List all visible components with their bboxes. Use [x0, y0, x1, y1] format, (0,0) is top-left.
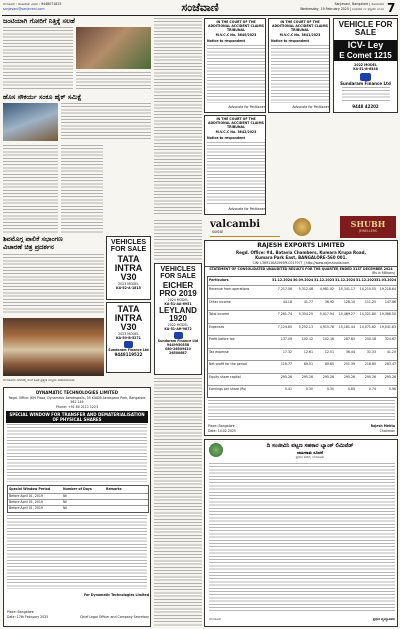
vehicle-ad-model-2: E Comet 1215	[334, 51, 397, 61]
vehicle-ad-tata-1	[106, 236, 151, 300]
rajesh-cin: CIN: L36911KA1995PLC017077 | http://www.rajeshindia.com	[252, 261, 350, 265]
vehicle-ad-model: INTRA	[114, 263, 143, 273]
left-headline-3: ಶಿವಮೊಗ್ಗ ಪಾಲಿಕೆ ಸಭಾಂಗಣ	[3, 235, 63, 243]
vehicle-ad-brand: EICHER	[162, 281, 194, 290]
table-cell: 4,981.02	[319, 287, 334, 291]
table-cell: 0.41	[284, 387, 292, 391]
vehicle-ad-tata-2	[106, 302, 151, 373]
court-notice-case: M.V.C.C No. 3640/2023	[215, 33, 257, 37]
vehicle-ad-dealer: Sundaram Finance Ltd	[108, 348, 149, 352]
court-notice-title: IN THE COURT OF THE ADDITIONAL ACCIDENT CLAIMS TRIBUNAL	[208, 117, 264, 129]
masthead-logo: ಸಂಜೆವಾಣಿ	[181, 1, 219, 14]
table-cell: 14,321.80	[359, 312, 376, 316]
vehicle-ad-reg: KA-50-B-5271	[116, 336, 141, 340]
table-cell: 102.12	[301, 337, 313, 341]
vehicle-ad-model-2: 1920	[169, 314, 187, 323]
group-photo	[3, 318, 104, 376]
table-col-header: 31.03.2024	[376, 278, 397, 282]
notice-text	[342, 87, 390, 101]
table-cell: 5,312.48	[298, 287, 313, 291]
shubh-logo	[340, 216, 396, 238]
vehicle-ad-phone: 080-26509410	[165, 347, 191, 351]
vehicle-ad-reg-2: KA-51-AH-9872	[164, 327, 192, 331]
court-notice-body: Notice to respondent	[271, 39, 310, 43]
shubh-sub: JEWELLERS	[359, 229, 377, 233]
rajesh-address-2: Kumara Park East, BANGALORE-560 001.	[255, 255, 347, 260]
table-col-header: 31.12.2024	[335, 278, 356, 282]
table-cell: Nil	[63, 500, 68, 504]
table-cell: 295.26	[384, 374, 396, 379]
left-headline-2: ಹೊಸ ಸೌಕರ್ಯ ಸಂಕೂ ಹೈಕ್ ಸಮಿಕ್ಷೆ	[3, 93, 82, 101]
table-cell: 218.85	[364, 362, 376, 366]
photo-caption: ಬೆಂಗಳೂರಿನ ನಗರದಲ್ಲಿ ಸಂಜೆ ಕೂಟೆ ಪ್ರತ್ಯೇಕ ಸಂಭ್ರಮ ಆಚರಿಸಲಾಯಿತು	[3, 378, 75, 382]
article-photo	[76, 27, 151, 69]
table-cell: 17.32	[282, 349, 292, 354]
bank-notice-title-3: ಪ್ರಧಾನ ಕಚೇರಿ, ಬೆಂಗಳೂರು	[295, 455, 325, 459]
dynamatic-phone: Phone: +91 80 2111 1223	[55, 405, 98, 409]
article-text	[154, 220, 202, 260]
court-notice	[204, 18, 266, 113]
valcambi-wordmark: valcambi	[210, 219, 261, 230]
court-notice-body: Notice to respondent	[207, 136, 246, 140]
vehicle-ad-model: PRO 2019	[159, 289, 197, 298]
vehicle-ad-year: 2024 MODEL	[167, 298, 189, 302]
article-text	[154, 18, 202, 216]
court-notice-title: IN THE COURT OF THE ADDITIONAL ACCIDENT CLAIMS TRIBUNAL	[272, 20, 328, 32]
table-cell: 12.61	[303, 349, 313, 354]
table-cell: Before April 01, 2019	[9, 506, 43, 510]
table-cell: 89.51	[303, 362, 313, 366]
table-cell: 0.85	[347, 387, 355, 391]
court-notice-body: Notice to respondent	[207, 39, 246, 43]
table-cell: 7,217.56	[277, 287, 292, 291]
table-cell: 295.26	[301, 374, 313, 379]
table-cell: 295.26	[322, 374, 334, 379]
table-cell: 5,017.94	[319, 312, 334, 316]
table-row	[208, 373, 397, 386]
table-row	[208, 360, 397, 373]
vehicle-ad-brand-2: LEYLAND	[159, 306, 197, 315]
table-row	[208, 285, 397, 298]
dynamatic-notice-title: SPECIAL WINDOW FOR TRANSFER AND DEMATERIALISATION OF PHYSICAL SHARES	[6, 411, 148, 423]
table-row-label: Tax expense	[209, 349, 229, 354]
notice-text	[209, 463, 395, 613]
table-row-label: Earnings per share (Rs)	[209, 387, 247, 391]
table-cell: 44.18	[282, 299, 292, 304]
table-row	[208, 348, 397, 361]
vehicle-ad-phone: 9448 42202	[352, 104, 379, 109]
vehicle-ad-reg: KA-52-A-1815	[116, 286, 141, 290]
table-cell: 251.39	[343, 362, 355, 366]
table-cell: 36.92	[324, 299, 334, 304]
vehicle-ad-variant: V30	[120, 272, 137, 282]
table-cell: 31.33	[366, 349, 376, 354]
table-cell: 89.65	[324, 362, 334, 366]
table-cell: 0.30	[305, 387, 313, 391]
dynamatic-table	[7, 485, 149, 513]
article-text	[76, 72, 151, 91]
table-cell: 111.25	[364, 299, 376, 304]
article-text	[61, 103, 151, 141]
rajesh-designation: Chairman	[379, 429, 395, 433]
article-photo	[3, 103, 58, 141]
dynamatic-notice	[3, 387, 151, 627]
table-col-header: 31.12.2024	[272, 278, 293, 282]
table-cell: 7,261.74	[277, 312, 292, 316]
rajesh-exports-results	[204, 240, 398, 436]
table-cell: 14,071.62	[359, 324, 376, 329]
vehicle-ad-year: 2023 MODEL	[118, 282, 139, 286]
masthead-right-line2: Wednesday, 19 February 2025 | ಬುಧವಾರ ೧೯ ಫೆಬ್ರವರಿ ೨೦೨೫	[300, 7, 384, 11]
table-col-header: 30.09.2024	[293, 278, 314, 282]
table-row	[208, 298, 397, 311]
article-text	[3, 254, 104, 314]
vehicle-ad-model: INTRA	[114, 313, 143, 323]
table-cell: 295.26	[280, 374, 292, 379]
bank-notice-sign-right: ಪ್ರಧಾನ ವ್ಯವಸ್ಥಾಪಕರು	[372, 617, 395, 621]
dynamatic-address: Regd. Office: JKM Plaza, Dynamatic Aerotropolis, 55 KIADB Aerospace Park, Bangalore 562 149	[8, 396, 146, 404]
court-notice-advocate: Advocate for Petitioner	[228, 207, 265, 211]
table-cell: 5,252.13	[298, 324, 313, 329]
table-cell: 137.09	[280, 337, 292, 341]
table-row	[208, 335, 397, 348]
table-cell: 128.10	[343, 299, 355, 304]
sundaram-logo	[174, 332, 183, 339]
left-headline-1: ಜಂಟಿಯಾಗಿ ಗೋರಿಗೆ ನಿತ್ತಿಕ್ಕೆ ಸಲಹೆ	[3, 17, 75, 25]
vehicle-ad-dealer: Sundaram Finance Ltd	[340, 81, 391, 86]
masthead-left-line2: sanjevani@sanjevani.com	[3, 7, 45, 11]
table-row-label: Net profit for the period	[209, 362, 247, 366]
table-cell: 287.83	[343, 337, 355, 341]
table-cell: Before April 01, 2019	[9, 500, 43, 504]
table-cell: 119.77	[280, 362, 292, 366]
vehicle-ad-year: 2022 MODEL	[354, 63, 377, 67]
article-text	[61, 145, 103, 233]
table-row	[208, 323, 397, 336]
vehicle-ad-brand: TATA	[117, 304, 140, 314]
bank-notice-title-2: ಜಾಹೀರಾತು ಸೂಚನೆ	[296, 450, 324, 455]
rajesh-emblem	[293, 218, 311, 236]
masthead-left-line1: ಬೆಂಗಳೂರು : ಜಾಹೀರಾತು ವಿಭಾಗ : 9448071825	[3, 2, 62, 6]
masthead-right-line1: Sanjevani, Bangalore | ಸೋಮವಾರ	[334, 2, 384, 6]
vehicle-ad-phone: 9448119522	[114, 352, 143, 357]
vehicle-ad-year-2: 2022 MODEL	[167, 323, 189, 327]
vehicle-ad-phone: 26500687	[169, 351, 187, 355]
vehicle-ad-eicher-leyland	[154, 263, 202, 375]
table-row-label: Expenses	[209, 324, 225, 329]
table-cell: 7,124.65	[277, 324, 292, 329]
sundaram-logo	[360, 73, 371, 81]
table-cell: 15,341.17	[338, 287, 355, 291]
table-header: Special Window Period	[9, 487, 51, 491]
rajesh-results-table	[207, 276, 398, 398]
table-row	[8, 505, 148, 511]
notice-text	[271, 45, 329, 103]
table-col-header: 31.12.2023	[314, 278, 335, 282]
bank-notice-sign-left: ಬೆಂಗಳೂರು	[209, 617, 221, 621]
vehicle-ad-title: VEHICLES FOR SALE	[160, 266, 196, 280]
shubh-wordmark: SHUBH	[350, 219, 386, 229]
table-row-label: Total income	[209, 312, 230, 316]
table-cell: 41.20	[386, 349, 396, 354]
vehicle-ad-title: VEHICLE FOR SALE	[338, 20, 393, 37]
bank-notice-title-1: ದಿ ಸಂಜೀವಿನಿ ಪಟ್ಟಣ ಸಹಕಾರ ಬ್ಯಾಂಕ್ ಲಿಮಿಟೆಡ್	[266, 443, 354, 449]
table-cell: 295.26	[343, 374, 355, 379]
table-col-header: 31.12.2023	[356, 278, 377, 282]
bank-emblem	[209, 443, 223, 457]
table-cell: 102.16	[322, 337, 334, 341]
vehicle-ad-top-right	[333, 18, 398, 113]
table-cell: 5,354.25	[298, 312, 313, 316]
left-headline-3b: ವಿಚಾರಣೆ ಚಿತ್ರ ಪ್ರದರ್ಶನ	[3, 243, 54, 251]
table-cell: 36.44	[345, 349, 355, 354]
table-cell: 324.67	[384, 337, 396, 341]
rajesh-unit: (Rs in Millions)	[371, 271, 395, 275]
vehicle-ad-brand: TATA	[117, 254, 140, 264]
table-header: Remarks	[106, 487, 122, 491]
article-text	[154, 378, 202, 626]
table-cell: 250.18	[364, 337, 376, 341]
rajesh-place: Place: Bangalore	[208, 424, 235, 428]
notice-text	[7, 515, 147, 589]
vehicle-ad-phone: 9449950558	[166, 343, 190, 347]
table-row-label: Profit before tax	[209, 337, 235, 341]
vehicle-ad-reg: KA-51-AA-6951	[164, 302, 192, 306]
masthead	[0, 0, 400, 16]
table-cell: 15,181.44	[338, 324, 355, 329]
page-number: 7	[387, 1, 396, 15]
table-cell: 295.26	[364, 374, 376, 379]
article-text	[3, 145, 58, 233]
dynamatic-signature: For Dynamatic Technologies Limited	[83, 593, 149, 597]
vehicle-ad-variant: V30	[120, 322, 137, 332]
table-cell: 15,469.27	[338, 312, 355, 316]
notice-text	[7, 424, 147, 482]
table-col-header: Particulars	[209, 278, 229, 282]
dynamatic-company: DYNAMATIC TECHNOLOGIES LIMITED	[35, 390, 119, 395]
table-cell: 41.77	[303, 299, 313, 304]
table-cell: Nil	[63, 494, 68, 498]
dynamatic-designation: Chief Legal Officer and Company Secretary	[80, 615, 149, 619]
table-header: Number of Days	[63, 487, 92, 491]
rajesh-date: Date: 14.02.2025	[208, 429, 236, 433]
court-notice-case: M.V.C.C No. 3642/2023	[215, 130, 257, 134]
table-cell: 19,366.50	[379, 312, 396, 316]
table-row-label: Other income	[209, 299, 231, 304]
notes-text	[208, 400, 395, 420]
vehicle-ad-title: VEHICLES FOR SALE	[110, 239, 147, 253]
court-notice	[204, 115, 266, 215]
table-cell: 0.30	[326, 387, 334, 391]
article-text	[3, 27, 73, 91]
court-notice	[268, 18, 330, 113]
vehicle-ad-year: 2023 MODEL	[118, 332, 139, 336]
valcambi-sub: SUISSE	[212, 230, 224, 234]
table-cell: Before April 01, 2019	[9, 494, 43, 498]
notice-text	[207, 142, 265, 206]
vehicle-ad-dealer: Sundaram Finance Ltd	[157, 339, 199, 343]
rajesh-address-1: Regd. Office: #4, Batavia Chambers, Kumara Krupa Road,	[236, 250, 366, 255]
court-notice-case: M.V.C.C No. 3641/2023	[279, 33, 321, 37]
masthead-rule	[2, 15, 398, 16]
notice-text	[207, 45, 265, 103]
table-cell: 19,218.64	[379, 287, 396, 291]
vehicle-ad-model: ICV- Ley	[334, 40, 397, 51]
table-cell: 19,041.83	[379, 324, 396, 329]
sundaram-logo	[124, 341, 133, 348]
table-cell: 0.96	[388, 387, 396, 391]
dynamatic-date: Date: 17th February 2025	[7, 615, 49, 619]
court-notice-advocate: Advocate for Petitioner	[228, 105, 265, 109]
table-cell: 283.47	[384, 362, 396, 366]
court-notice-advocate: Advocate for Petitioner	[292, 105, 329, 109]
court-notice-title: IN THE COURT OF THE ADDITIONAL ACCIDENT CLAIMS TRIBUNAL	[208, 20, 264, 32]
table-row	[208, 385, 397, 398]
vehicle-ad-reg: KA-51-B-6546	[353, 67, 378, 71]
bank-notice	[204, 439, 398, 627]
table-cell: 147.86	[384, 299, 396, 304]
table-cell: 4,915.78	[319, 324, 334, 329]
table-row-label: Equity share capital	[209, 374, 241, 379]
table-cell: Nil	[63, 506, 68, 510]
dynamatic-place: Place: Bangalore	[7, 610, 34, 614]
table-row	[208, 310, 397, 323]
rajesh-table-title: STATEMENT OF CONSOLIDATED UNAUDITED RESULTS FOR THE QUARTER ENDED 31ST DECEMBER 2024	[205, 266, 397, 271]
table-cell: 14,210.55	[359, 287, 376, 291]
table-cell: 0.74	[368, 387, 376, 391]
valcambi-logo	[210, 218, 280, 237]
table-cell: 12.51	[324, 349, 334, 354]
table-row-label: Revenue from operations	[209, 287, 250, 291]
rajesh-signatory: Rajesh Mehta	[370, 424, 395, 428]
rajesh-company: RAJESH EXPORTS LIMITED	[257, 242, 345, 249]
